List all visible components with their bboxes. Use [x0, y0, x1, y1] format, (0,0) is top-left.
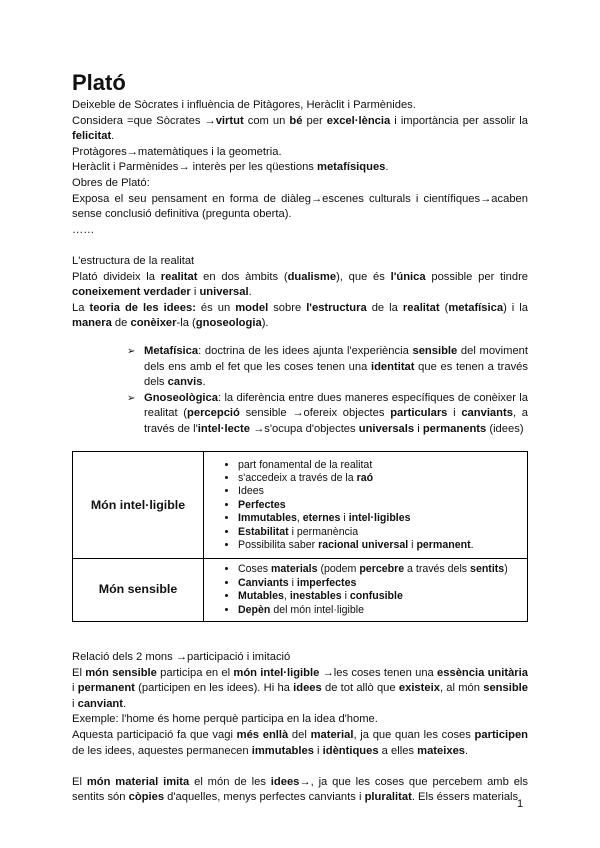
bold-term: sensible	[483, 682, 528, 695]
list-item	[238, 499, 521, 512]
bold-term: imperfectes	[296, 576, 357, 589]
intro-line-5: Obres de Plató:	[72, 176, 150, 189]
bold-term: existeix	[398, 682, 440, 695]
sensible-list	[214, 563, 521, 617]
bold-term: Immutables	[238, 512, 297, 525]
relation-heading: Relació dels 2 mons →participació i imitació	[72, 651, 291, 664]
bold-term: teoria de les idees:	[89, 301, 196, 314]
intro-line-1: Deixeble de Sòcrates i influència de Pitàgores, Heràclit i Parmènides.	[72, 99, 416, 111]
bullet-metafisica	[127, 344, 528, 391]
bold-term: Mutables	[238, 590, 284, 603]
bold-term: raó	[356, 471, 374, 484]
table-content-cell	[204, 559, 528, 622]
bold-term: permanent	[416, 538, 471, 551]
list-item: • Mutables, inestables i confusible	[238, 590, 521, 603]
bold-term: idees	[293, 682, 322, 695]
relation-paragraph-2: Exemple: l'home és home perquè participa en la idea d'home.	[72, 713, 378, 726]
bold-term: Metafísica	[144, 344, 199, 357]
bold-term: virtut	[215, 114, 244, 127]
list-item: • Immutables, eternes i intel·ligibles	[238, 512, 521, 525]
structure-bullet-list	[127, 344, 528, 438]
bold-term: l'estructura	[306, 301, 367, 314]
bullet-text: Gnoseològica: la diferència entre dues maneres específiques de conèixer la realitat (percepció sensible →ofereix objectes particulars i canviants, a través de l'intel·lecte →s'ocupa d'objectes universals i permanents (idees)	[144, 391, 528, 435]
bold-term: imita	[163, 775, 190, 788]
bold-term: canviant	[77, 697, 123, 710]
bold-term: permanent	[77, 682, 135, 695]
relation-final-paragraph: El món material imita el món de les idees→, ja que les coses que percebem amb els sentits són còpies d'aquelles, menys perfectes canviants i pluralitat. Els éssers materials	[72, 775, 529, 804]
relation-section	[72, 650, 528, 806]
bold-term: idees	[270, 775, 300, 788]
bold-term: eternes	[302, 512, 341, 525]
bold-term: felicitat	[72, 130, 112, 143]
list-item: • Estabilitat i permanència	[238, 526, 521, 539]
table-row-sensible	[73, 559, 528, 622]
bold-term: racional universal	[318, 538, 409, 551]
bold-term: sentits	[470, 563, 505, 576]
table-label-cell: Món sensible	[73, 559, 204, 622]
bold-term: dualisme	[287, 270, 337, 283]
structure-section	[72, 254, 528, 438]
bold-term: mateixes	[417, 744, 466, 757]
intro-line-2: Considera =que Sòcrates →virtut com un bé per excel·lència i importància per assolir la felicitat.	[72, 114, 529, 143]
bold-term: metafísiques	[317, 161, 386, 174]
bullet-text: Metafísica: doctrina de les idees ajunta l'experiència sensible del moviment dels ens amb el fet que les coses tenen una identitat que es tenen a través dels canvis.	[144, 344, 528, 389]
bold-term: participen	[474, 729, 529, 742]
structure-paragraph-2: La teoria de les idees: és un model sobre l'estructura de la realitat (metafísica) i la manera de conèixer-la (gnoseologia).	[72, 301, 529, 330]
bold-term: permanents	[422, 422, 487, 435]
bold-term: intel·ligibles	[348, 512, 411, 525]
bold-term: món sensible	[85, 666, 157, 679]
bold-term: pluralitat	[364, 791, 412, 804]
table-content-cell	[204, 452, 528, 559]
intro-line-7: ……	[72, 223, 95, 236]
bold-term: identitat	[370, 360, 415, 373]
list-item: • Canviants i imperfectes	[238, 577, 521, 590]
bold-term: còpies	[128, 791, 165, 804]
table-row-intelligible	[73, 452, 528, 559]
intro-line-3: Protàgores→matemàtiques i la geometria.	[72, 145, 282, 158]
bold-term: sensible	[412, 344, 458, 357]
bold-term: Estabilitat	[238, 525, 289, 538]
bold-term: inestables	[289, 590, 342, 603]
bold-term: universals	[358, 422, 415, 435]
bold-term: Canviants	[238, 576, 289, 589]
bold-term: Perfectes	[238, 498, 286, 511]
arrow-bullet-icon: ➢	[127, 345, 136, 357]
intro-section	[72, 98, 528, 238]
bold-term: món intel·ligible	[233, 666, 320, 679]
bold-term: més enllà	[236, 729, 289, 742]
bold-term: realitat	[160, 270, 198, 283]
bold-term: canviants	[461, 407, 513, 420]
structure-heading: L'estructura de la realitat	[72, 254, 195, 267]
bold-term: excel·lència	[326, 114, 391, 127]
page-title: Plató	[72, 70, 126, 95]
bold-term: metafísica	[448, 301, 504, 314]
bold-term: intel·lecte	[197, 422, 250, 435]
intro-line-6: Exposa el seu pensament en forma de diàleg→escenes culturals i científiques→acaben sense conclusió definitiva (pregunta oberta).	[72, 192, 528, 221]
bold-term: Gnoseològica	[144, 391, 218, 404]
bold-term: món material	[86, 775, 159, 788]
list-item: • s'accedeix a través de la raó	[238, 472, 521, 485]
bold-term: realitat	[402, 301, 440, 314]
structure-paragraph-1: Plató divideix la realitat en dos àmbits (dualisme), que és l'única possible per tindre coneixement verdader i universal.	[72, 270, 529, 299]
bold-term: percepció	[187, 407, 240, 420]
bold-term: particulars	[390, 407, 448, 420]
relation-paragraph-1: El món sensible participa en el món intel·ligible →les coses tenen una essència unitària i permanent (participen en les idees). Hi ha idees de tot allò que existeix, al món sensible i canviant.	[72, 666, 528, 710]
bold-term: model	[235, 301, 269, 314]
relation-paragraph-3: Aquesta participació fa que vagi més enllà del material, ja que quan les coses participen de les idees, aquestes permanecen immutables i idèntiques a elles mateixes.	[72, 729, 529, 757]
list-item: • Depèn del món intel·ligible	[238, 604, 521, 617]
bold-term: canvis	[167, 376, 203, 389]
bold-term: universal	[199, 286, 249, 299]
page-content	[72, 70, 528, 806]
table-label-cell: Món intel·ligible	[73, 452, 204, 559]
list-item: • part fonamental de la realitat	[238, 459, 521, 472]
list-item: • Coses materials (podem percebre a través dels sentits)	[238, 563, 521, 576]
bold-term: gnoseologia	[195, 317, 262, 330]
intro-line-4: Heràclit i Parmènides→ interès per les qüestions metafísiques.	[72, 161, 389, 174]
bold-term: percebre	[359, 563, 405, 576]
bold-term: material	[310, 729, 354, 742]
bold-term: immutables	[251, 744, 314, 757]
worlds-table	[72, 451, 528, 622]
arrow-bullet-icon: ➢	[127, 392, 136, 404]
bold-term: l'única	[390, 270, 426, 283]
list-item: • Possibilita saber racional universal i permanent.	[238, 539, 521, 552]
bullet-gnoseologica	[127, 391, 528, 438]
intelligible-list	[214, 459, 521, 553]
bold-term: manera	[72, 317, 112, 330]
page-number: 1	[517, 798, 524, 810]
list-item: • Idees	[238, 485, 521, 498]
bold-term: Depèn	[238, 603, 271, 616]
bold-term: idèntiques	[322, 744, 379, 757]
bold-term: conèixer	[130, 317, 177, 330]
bold-term: confusible	[349, 590, 403, 603]
bold-term: coneixement verdader	[72, 286, 191, 299]
bold-term: materials	[270, 563, 318, 576]
bold-term: essència unitària	[437, 666, 528, 679]
bold-term: bé	[289, 114, 303, 127]
